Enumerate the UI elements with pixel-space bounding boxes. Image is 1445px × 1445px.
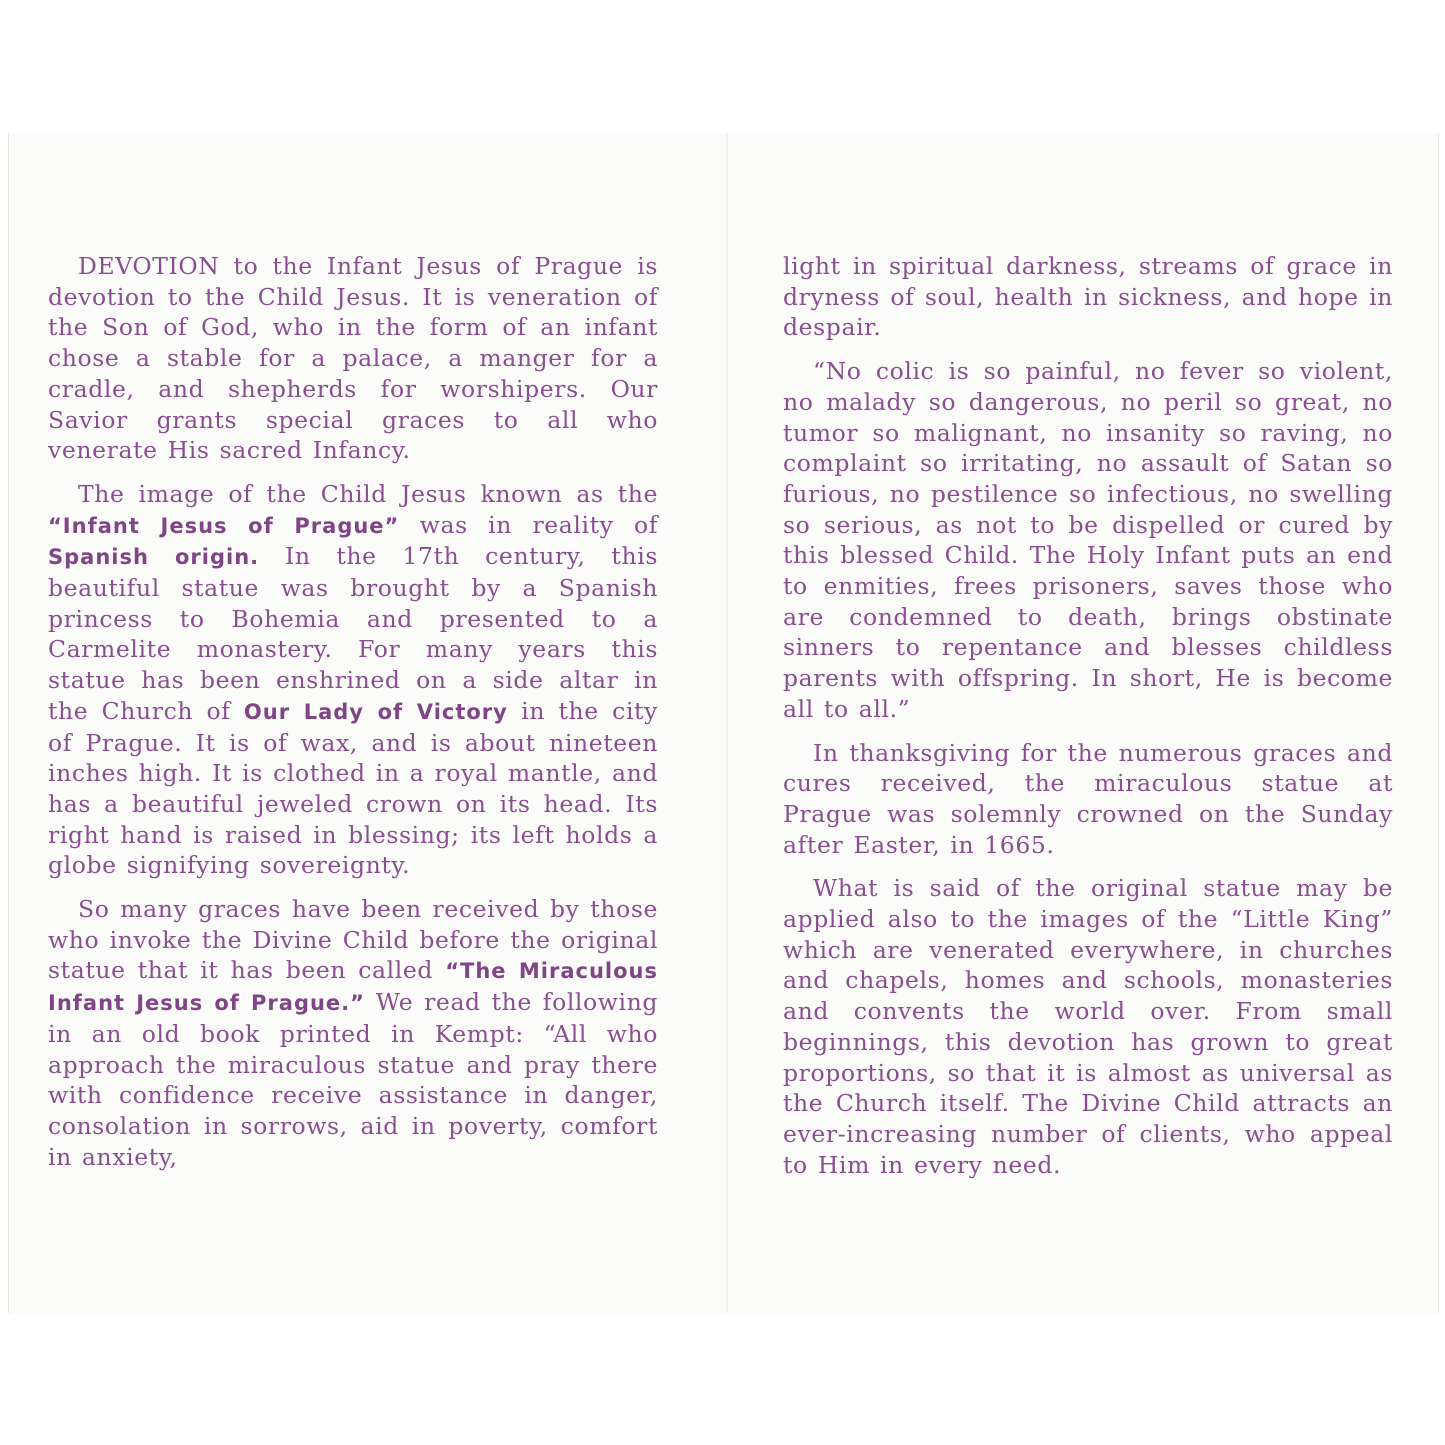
left-column — [48, 251, 658, 1172]
center-fold — [726, 133, 728, 1313]
text-run: So many graces have been received by those who invoke the Divine Child before the original statue that it has been called — [48, 895, 658, 985]
right-paragraph-3: In thanksgiving for the numerous graces and cures received, the miraculous statue at Prague was solemnly crowned on the Sunday after Easter, in 1665. — [783, 738, 1393, 859]
text-run: In the 17th century, this beautiful statue was brought by a Spanish princess to Bohemia and presented to a Carmelite monastery. For many years this statue has been enshrined on a side altar in the Church of — [48, 542, 658, 725]
bold-title-infant-jesus: “Infant Jesus of Prague” — [48, 513, 400, 538]
bold-miraculous-infant: “The Miraculous Infant Jesus of Prague.” — [48, 959, 659, 1016]
text-run: in the city of Prague. It is of wax, and is about nineteen inches high. It is clothed in a royal mantle, and has a beautiful jeweled crown on its head. Its right hand is raised in blessing; its left holds a globe signifying sovereignty. — [48, 696, 658, 880]
left-paragraph-3 — [48, 894, 658, 1172]
text-run: was in reality of — [399, 510, 659, 539]
left-paragraph-2 — [48, 479, 658, 881]
bold-spanish-origin: Spanish origin. — [48, 545, 260, 570]
right-paragraph-4: What is said of the original statue may be applied also to the images of the “Little King” which are venerated everywhere, in churches and chapels, homes and schools, monasteries and convents the world over. From small beginnings, this devotion has grown to great proportions, so that it is almost as universal as the Church itself. The Divine Child attracts an ever-increasing number of clients, who appeal to Him in every need. — [783, 874, 1393, 1179]
right-column — [783, 251, 1393, 1180]
right-paragraph-1: light in spiritual darkness, streams of grace in dryness of soul, health in sickness, and hope in despair. — [783, 252, 1393, 342]
text-run: The image of the Child Jesus known as the — [78, 479, 658, 508]
left-paragraph-1: DEVOTION to the Infant Jesus of Prague is devotion to the Child Jesus. It is veneration of the Son of God, who in the form of an infant chose a stable for a palace, a manger for a cradle, and shepherds for worshipers. Our Savior grants special graces to all who venerate His sacred Infancy. — [48, 252, 658, 465]
text-run: We read the following in an old book printed in Kempt: “All who approach the miraculous statue and pray there with confidence receive assistance in danger, consolation in sorrows, aid in poverty, comfort in anxiety, — [48, 988, 659, 1171]
bold-our-lady-of-victory: Our Lady of Victory — [243, 699, 508, 724]
right-paragraph-2: “No colic is so painful, no fever so violent, no malady so dangerous, no peril so great, no tumor so malignant, no insanity so raving, no complaint so irritating, no assault of Satan so furious, no pestilence so infectious, no swelling so serious, as not to be dispelled or cured by this blessed Child. The Holy Infant puts an end to enmities, frees prisoners, saves those who are condemned to death, brings obstinate sinners to repentance and blesses childless parents with offspring. In short, He is become all to all.” — [783, 357, 1393, 723]
